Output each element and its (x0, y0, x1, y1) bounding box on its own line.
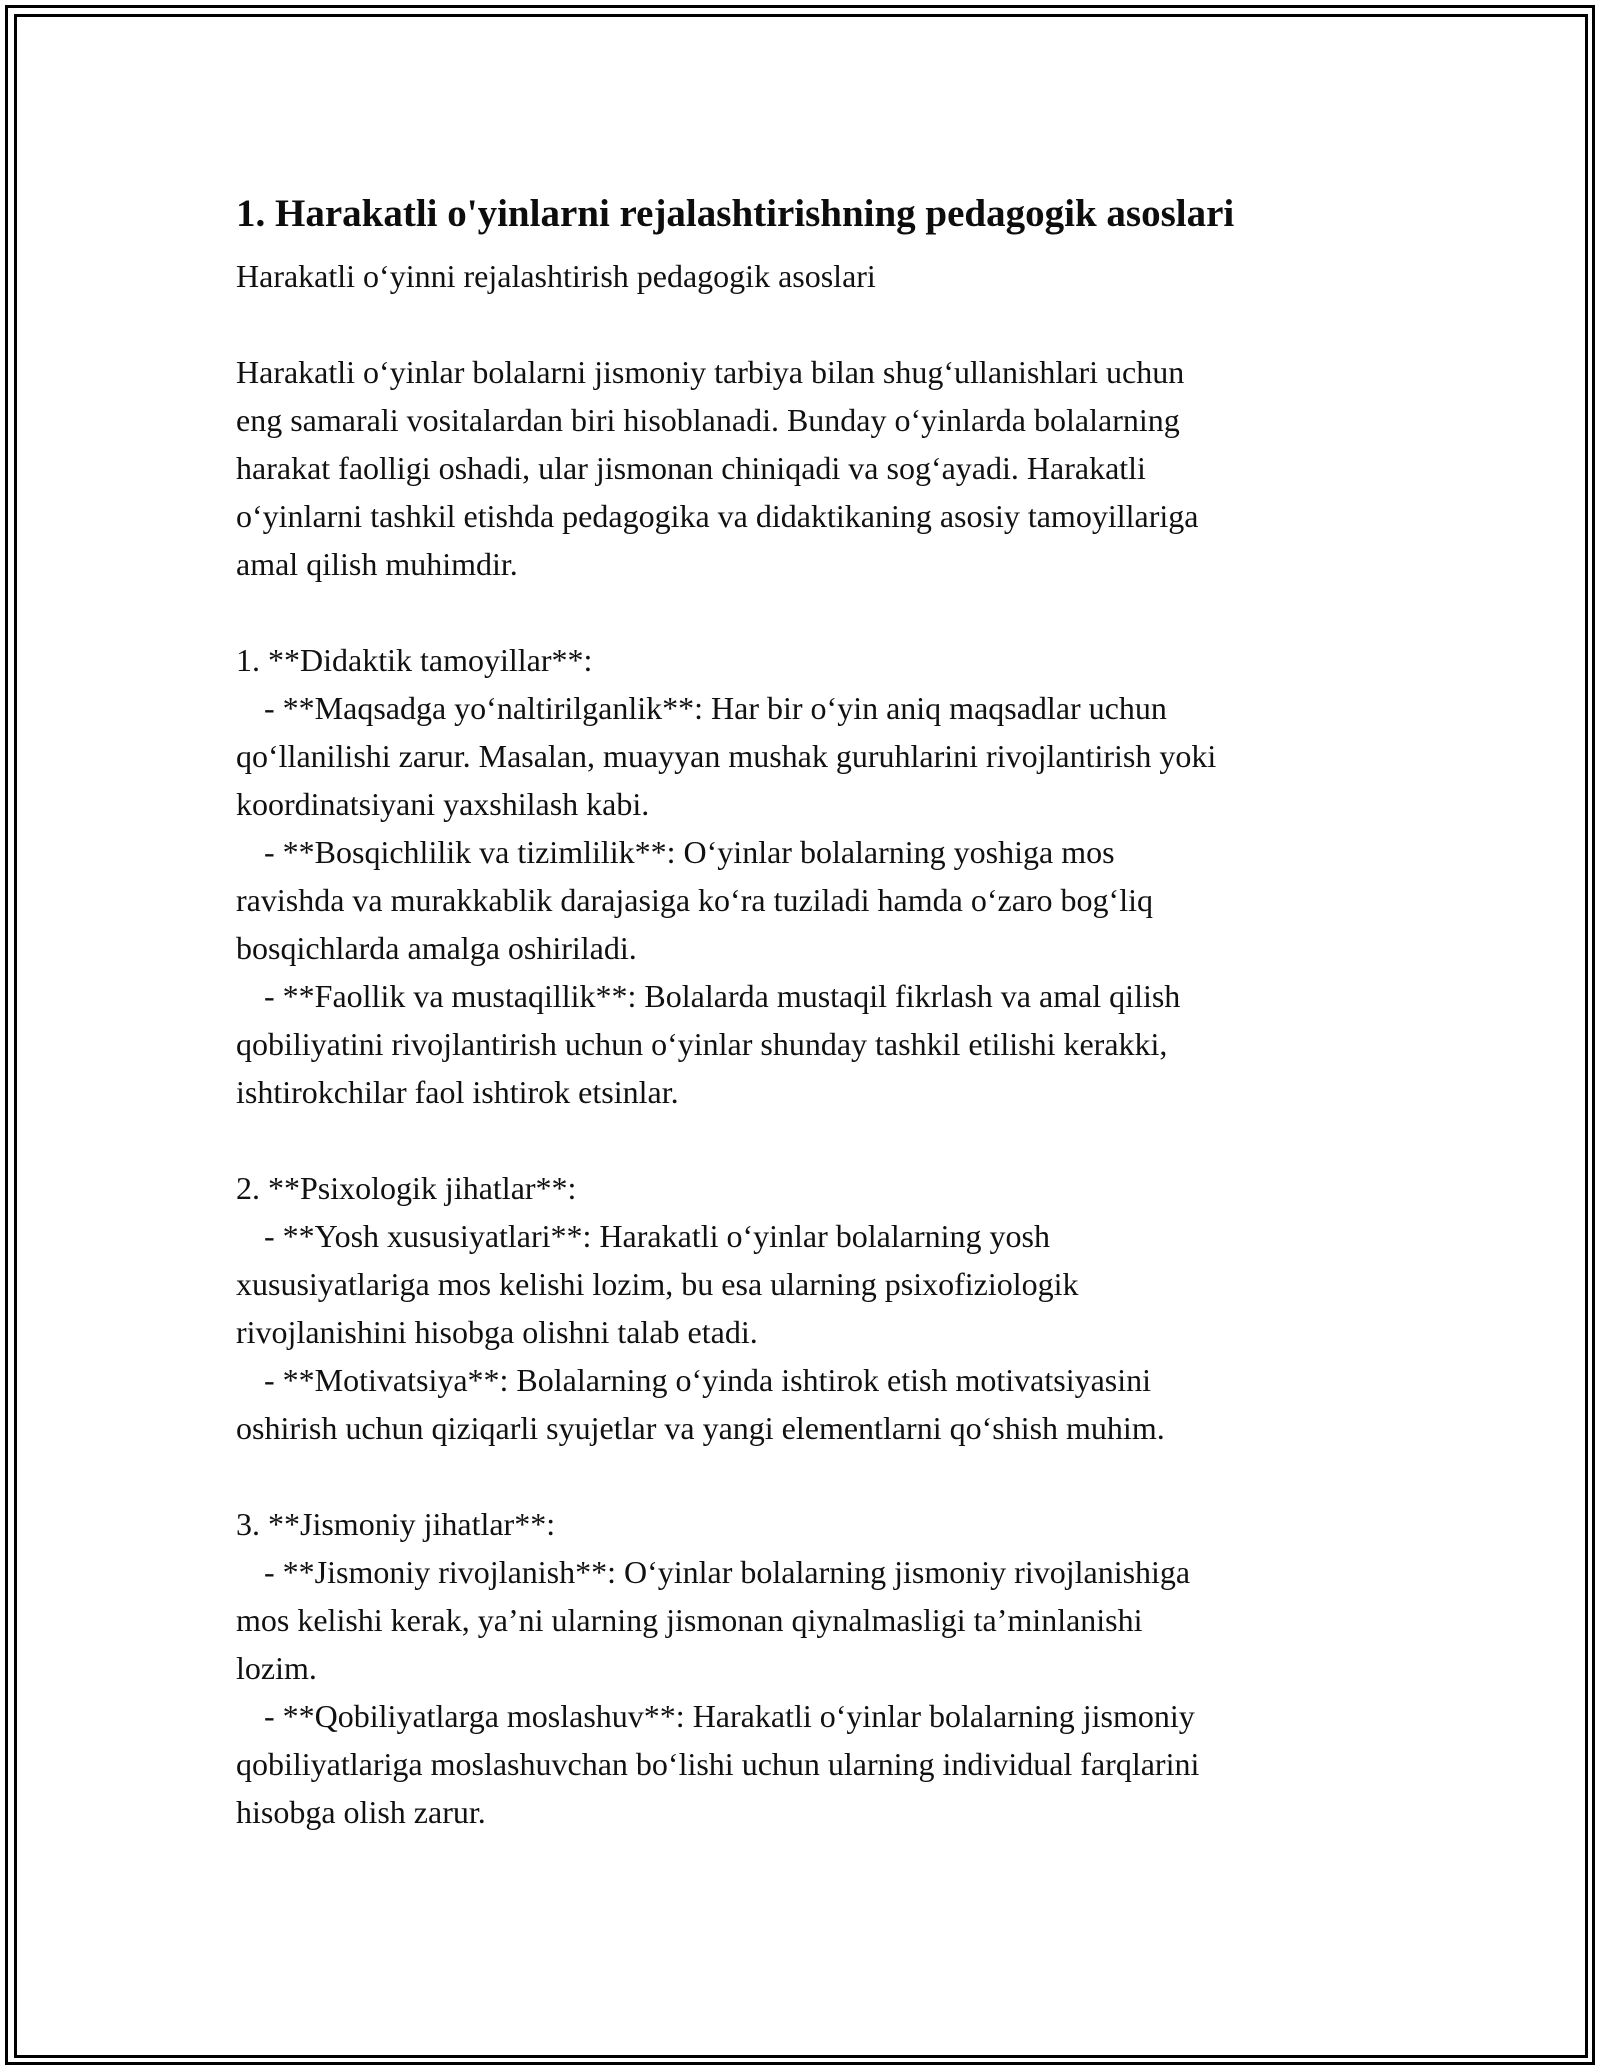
section-heading: 2. **Psixologik jihatlar**: (236, 1170, 577, 1206)
list-item: - **Faollik va mustaqillik**: Bolalarda mustaqil fikrlash va amal qilish qobiliyatini rivojlantirish uchun o‘yinlar shunday tashkil etilishi kerakki, ishtirokchilar faol ishtirok etsinlar. (236, 978, 1181, 1110)
list-item: - **Jismoniy rivojlanish**: O‘yinlar bolalarning jismoniy rivojlanishiga mos kelishi kerak, ya’ni ularning jismonan qiynalmasligi ta’minlanishi lozim. (236, 1554, 1191, 1686)
paragraph-gap (236, 300, 1366, 348)
intro-paragraph: Harakatli o‘yinlar bolalarni jismoniy tarbiya bilan shug‘ullanishlari uchun eng samarali vositalardan biri hisoblanadi. Bunday o‘yinlarda bolalarning harakat faolligi oshadi, ular jismonan chiniqadi va sog‘ayadi. Harakatli o‘yinlarni tashkil etishda pedagogika va didaktikaning asosiy tamoyillariga amal qilish muhimdir. (236, 354, 1199, 582)
list-item: - **Qobiliyatlarga moslashuv**: Harakatli o‘yinlar bolalarning jismoniy qobiliyatlariga moslashuvchan bo‘lishi uchun ularning individual farqlarini hisobga olish zarur. (236, 1698, 1200, 1830)
list-item: - **Yosh xususiyatlari**: Harakatli o‘yinlar bolalarning yosh xususiyatlariga mos kelishi lozim, bu esa ularning psixofiziologik rivojlanishini hisobga olishni talab etadi. (236, 1218, 1079, 1350)
document-title: 1. Harakatli o'yinlarni rejalashtirishning pedagogik asoslari (236, 192, 1235, 235)
section-psixologik (236, 1164, 1366, 1452)
document-body (236, 186, 1366, 1836)
list-item: - **Motivatsiya**: Bolalarning o‘yinda ishtirok etish motivatsiyasini oshirish uchun qiziqarli syujetlar va yangi elementlarni qo‘shish muhim. (236, 1362, 1165, 1446)
section-heading: 3. **Jismoniy jihatlar**: (236, 1506, 556, 1542)
list-item: - **Maqsadga yo‘naltirilganlik**: Har bir o‘yin aniq maqsadlar uchun qo‘llanilishi zarur. Masalan, muayyan mushak guruhlarini rivojlantirish yoki koordinatsiyani yaxshilash kabi. (236, 690, 1217, 822)
paragraph-gap (236, 588, 1366, 636)
list-item: - **Bosqichlilik va tizimlilik**: O‘yinlar bolalarning yoshiga mos ravishda va murakkablik darajasiga ko‘ra tuziladi hamda o‘zaro bog‘liq bosqichlarda amalga oshiriladi. (236, 834, 1153, 966)
section-didaktik (236, 636, 1366, 1116)
section-heading: 1. **Didaktik tamoyillar**: (236, 642, 593, 678)
section-jismoniy (236, 1500, 1366, 1836)
paragraph-gap (236, 1452, 1366, 1500)
document-subtitle: Harakatli o‘yinni rejalashtirish pedagogik asoslari (236, 258, 876, 294)
paragraph-gap (236, 1116, 1366, 1164)
